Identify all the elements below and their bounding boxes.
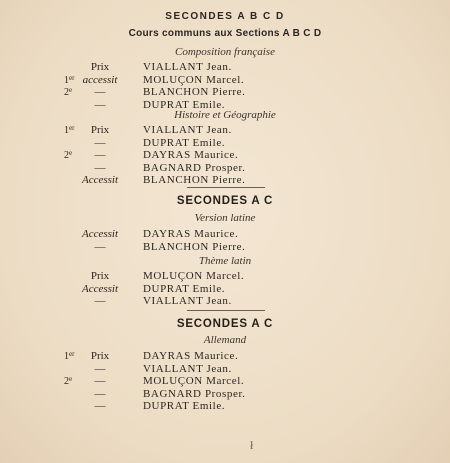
student-name: VIALLANT Jean. bbox=[143, 295, 232, 307]
student-name: BLANCHON Pierre. bbox=[143, 174, 246, 186]
award-label: Accessit bbox=[81, 174, 119, 186]
student-name: MOLUÇON Marcel. bbox=[143, 270, 245, 282]
award-label: accessit bbox=[82, 73, 118, 86]
award-row bbox=[0, 283, 450, 295]
award-label: Prix bbox=[90, 270, 110, 282]
award-label: Accessit bbox=[81, 282, 119, 295]
student-name: BAGNARD Prosper. bbox=[143, 161, 246, 174]
award-label: — bbox=[94, 387, 106, 400]
divider bbox=[187, 187, 265, 188]
award-label: — bbox=[94, 400, 106, 412]
award-row bbox=[0, 74, 450, 86]
award-label: Accessit bbox=[81, 228, 119, 240]
rank-ordinal: 1er bbox=[64, 350, 75, 362]
award-row bbox=[0, 295, 450, 307]
award-label: — bbox=[94, 295, 106, 307]
award-row bbox=[0, 375, 450, 387]
section-heading: SECONDES A C bbox=[176, 318, 274, 330]
award-row bbox=[0, 228, 450, 240]
award-row bbox=[0, 350, 450, 362]
subject-heading: Version latine bbox=[194, 212, 256, 224]
rank-ordinal: 2e bbox=[64, 375, 73, 387]
student-name: VIALLANT Jean. bbox=[143, 61, 232, 73]
page-subheading: Cours communs aux Sections A B C D bbox=[128, 28, 322, 39]
student-name: BLANCHON Pierre. bbox=[143, 240, 246, 253]
student-name: DAYRAS Maurice. bbox=[143, 228, 239, 240]
rank-ordinal: 1er bbox=[64, 73, 75, 86]
award-label: — bbox=[94, 161, 106, 174]
student-name: VIALLANT Jean. bbox=[143, 124, 232, 136]
footer-mark: ł bbox=[250, 438, 254, 452]
rank-ordinal: 2e bbox=[64, 149, 73, 161]
divider bbox=[187, 310, 265, 311]
award-row bbox=[0, 124, 450, 136]
award-row bbox=[0, 174, 450, 186]
award-label: — bbox=[94, 86, 106, 98]
student-name: BAGNARD Prosper. bbox=[143, 387, 246, 400]
student-name: MOLUÇON Marcel. bbox=[143, 73, 245, 86]
section-heading: SECONDES A C bbox=[176, 195, 274, 207]
page-heading: SECONDES A B C D bbox=[165, 11, 285, 22]
award-row bbox=[0, 137, 450, 149]
award-label: Prix bbox=[90, 61, 110, 73]
award-row bbox=[0, 241, 450, 253]
student-name: DAYRAS Maurice. bbox=[143, 149, 239, 161]
student-name: DUPRAT Emile. bbox=[143, 400, 226, 412]
student-name: VIALLANT Jean. bbox=[143, 362, 232, 375]
subject-heading: Thème latin bbox=[198, 255, 252, 267]
rank-ordinal: 1er bbox=[64, 124, 75, 136]
award-row bbox=[0, 162, 450, 174]
award-label: — bbox=[94, 149, 106, 161]
award-row bbox=[0, 388, 450, 400]
subject-heading: Composition française bbox=[175, 46, 275, 58]
award-label: — bbox=[94, 362, 106, 375]
rank-ordinal: 2e bbox=[64, 86, 73, 98]
award-row bbox=[0, 86, 450, 98]
award-label: Prix bbox=[90, 124, 110, 136]
award-row bbox=[0, 270, 450, 282]
subject-heading: Allemand bbox=[203, 334, 247, 346]
student-name: DUPRAT Emile. bbox=[143, 282, 226, 295]
award-label: — bbox=[94, 375, 106, 387]
award-label: — bbox=[94, 98, 106, 111]
subject-heading: Histoire et Géographie bbox=[174, 109, 276, 121]
student-name: DUPRAT Emile. bbox=[143, 136, 226, 149]
award-row bbox=[0, 400, 450, 412]
award-row bbox=[0, 61, 450, 73]
award-label: — bbox=[94, 136, 106, 149]
award-row bbox=[0, 149, 450, 161]
award-label: Prix bbox=[90, 350, 110, 362]
student-name: DAYRAS Maurice. bbox=[143, 350, 239, 362]
student-name: DUPRAT Emile. bbox=[143, 98, 226, 111]
student-name: MOLUÇON Marcel. bbox=[143, 375, 245, 387]
award-label: — bbox=[94, 240, 106, 253]
student-name: BLANCHON Pierre. bbox=[143, 86, 246, 98]
award-row bbox=[0, 363, 450, 375]
